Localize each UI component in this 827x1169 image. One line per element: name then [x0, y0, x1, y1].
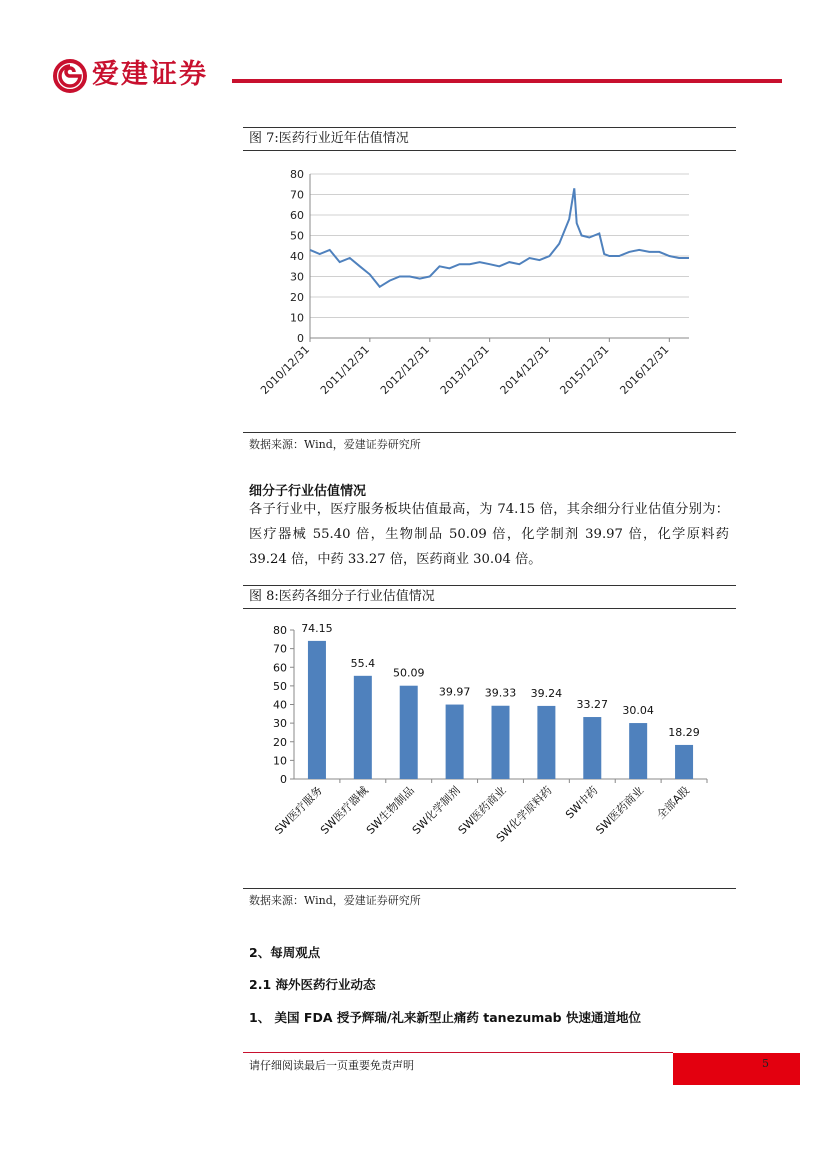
category-label: SW医药商业 — [593, 783, 647, 837]
fig8-source: 数据来源：Wind，爱建证券研究所 — [249, 894, 421, 907]
category-label: SW医疗服务 — [272, 783, 326, 837]
category-label: SW医疗器械 — [318, 783, 371, 837]
y-tick-label: 80 — [290, 168, 304, 181]
news-item-1: 1、 美国 FDA 授予辉瑞/礼来新型止痛药 tanezumab 快速通道地位 — [249, 1010, 641, 1025]
bar-value-label: 39.24 — [530, 686, 563, 700]
y-tick-label: 10 — [273, 754, 287, 768]
y-tick-label: 0 — [297, 332, 304, 345]
bar — [675, 745, 693, 779]
fig7-source: 数据来源：Wind，爱建证券研究所 — [249, 438, 421, 451]
x-tick-label: 2014/12/31 — [497, 342, 552, 397]
fig8-title: 图 8:医药各细分子行业估值情况 — [249, 589, 435, 604]
bar-value-label: 30.04 — [622, 704, 654, 718]
page-number-box — [673, 1053, 800, 1085]
category-label: SW化学原料药 — [493, 783, 555, 845]
y-tick-label: 70 — [273, 642, 287, 656]
fig7-bottom-rule — [243, 432, 736, 433]
x-tick-label: 2015/12/31 — [557, 342, 612, 397]
bar — [308, 641, 326, 779]
pe-bar-chart — [243, 610, 736, 888]
category-label: SW生物制品 — [363, 783, 417, 837]
fig8-bottom-rule — [243, 888, 736, 889]
header-rule — [232, 79, 782, 83]
bar — [446, 705, 464, 779]
fig8-title-rule — [243, 608, 736, 609]
section-2-1-heading: 2.1 海外医药行业动态 — [249, 977, 376, 992]
pe-line-chart — [243, 152, 736, 432]
bar-value-label: 74.15 — [301, 621, 333, 635]
section-2-heading: 2、每周观点 — [249, 945, 321, 960]
x-tick-label: 2016/12/31 — [617, 342, 672, 397]
y-tick-label: 40 — [290, 250, 304, 263]
bar-value-label: 33.27 — [576, 698, 609, 712]
spiral-logo-icon — [52, 58, 88, 94]
line-series-pe — [310, 188, 689, 286]
y-tick-label: 0 — [280, 773, 287, 786]
body-paragraph: 各子行业中，医疗服务板块估值最高，为 74.15 倍，其余细分行业估值分别为：医疗器械 55.40 倍，生物制品 50.09 倍，化学制剂 39.97 倍，化学原料药 39.24 倍，中药 33.27 倍，医药商业 30.04 倍。 — [249, 502, 729, 567]
category-label: SW化学制剂 — [409, 783, 463, 837]
footer-rule — [243, 1052, 673, 1053]
y-tick-label: 30 — [290, 270, 304, 284]
y-tick-label: 20 — [290, 291, 304, 304]
brand-name: 爱建证券 — [92, 59, 208, 90]
y-tick-label: 60 — [273, 661, 287, 675]
bar — [354, 676, 372, 779]
bar — [537, 706, 555, 779]
bar — [400, 686, 418, 779]
footer-disclaimer: 请仔细阅读最后一页重要免责声明 — [249, 1059, 414, 1072]
bar-value-label: 39.97 — [438, 685, 471, 699]
category-label: 全部A股 — [654, 783, 693, 822]
fig7-top-rule — [243, 127, 736, 128]
bar-value-label: 18.29 — [668, 725, 700, 739]
y-tick-label: 40 — [273, 698, 287, 712]
category-label: SW医药商业 — [455, 783, 509, 837]
category-label: SW中药 — [563, 783, 601, 822]
page-number: 5 — [762, 1057, 769, 1070]
x-tick-label: 2012/12/31 — [377, 342, 432, 397]
bar-value-label: 50.09 — [392, 666, 425, 680]
y-tick-label: 80 — [273, 624, 287, 637]
fig7-title: 图 7:医药行业近年估值情况 — [249, 131, 409, 146]
bar — [629, 723, 647, 779]
y-tick-label: 50 — [290, 229, 304, 243]
y-tick-label: 30 — [273, 717, 287, 731]
x-tick-label: 2013/12/31 — [437, 342, 492, 397]
bar-value-label: 39.33 — [484, 686, 517, 700]
y-tick-label: 60 — [290, 209, 304, 222]
y-tick-label: 10 — [290, 311, 304, 325]
x-tick-label: 2011/12/31 — [317, 342, 372, 397]
fig8-top-rule — [243, 585, 736, 586]
y-tick-label: 70 — [290, 188, 304, 202]
subsection-heading: 细分子行业估值情况 — [249, 484, 367, 499]
x-tick-label: 2010/12/31 — [258, 342, 313, 397]
y-tick-label: 20 — [273, 735, 287, 749]
y-tick-label: 50 — [273, 679, 287, 693]
fig7-title-rule — [243, 150, 736, 151]
bar — [583, 717, 601, 779]
bar — [492, 706, 510, 779]
bar-value-label: 55.4 — [350, 656, 376, 670]
